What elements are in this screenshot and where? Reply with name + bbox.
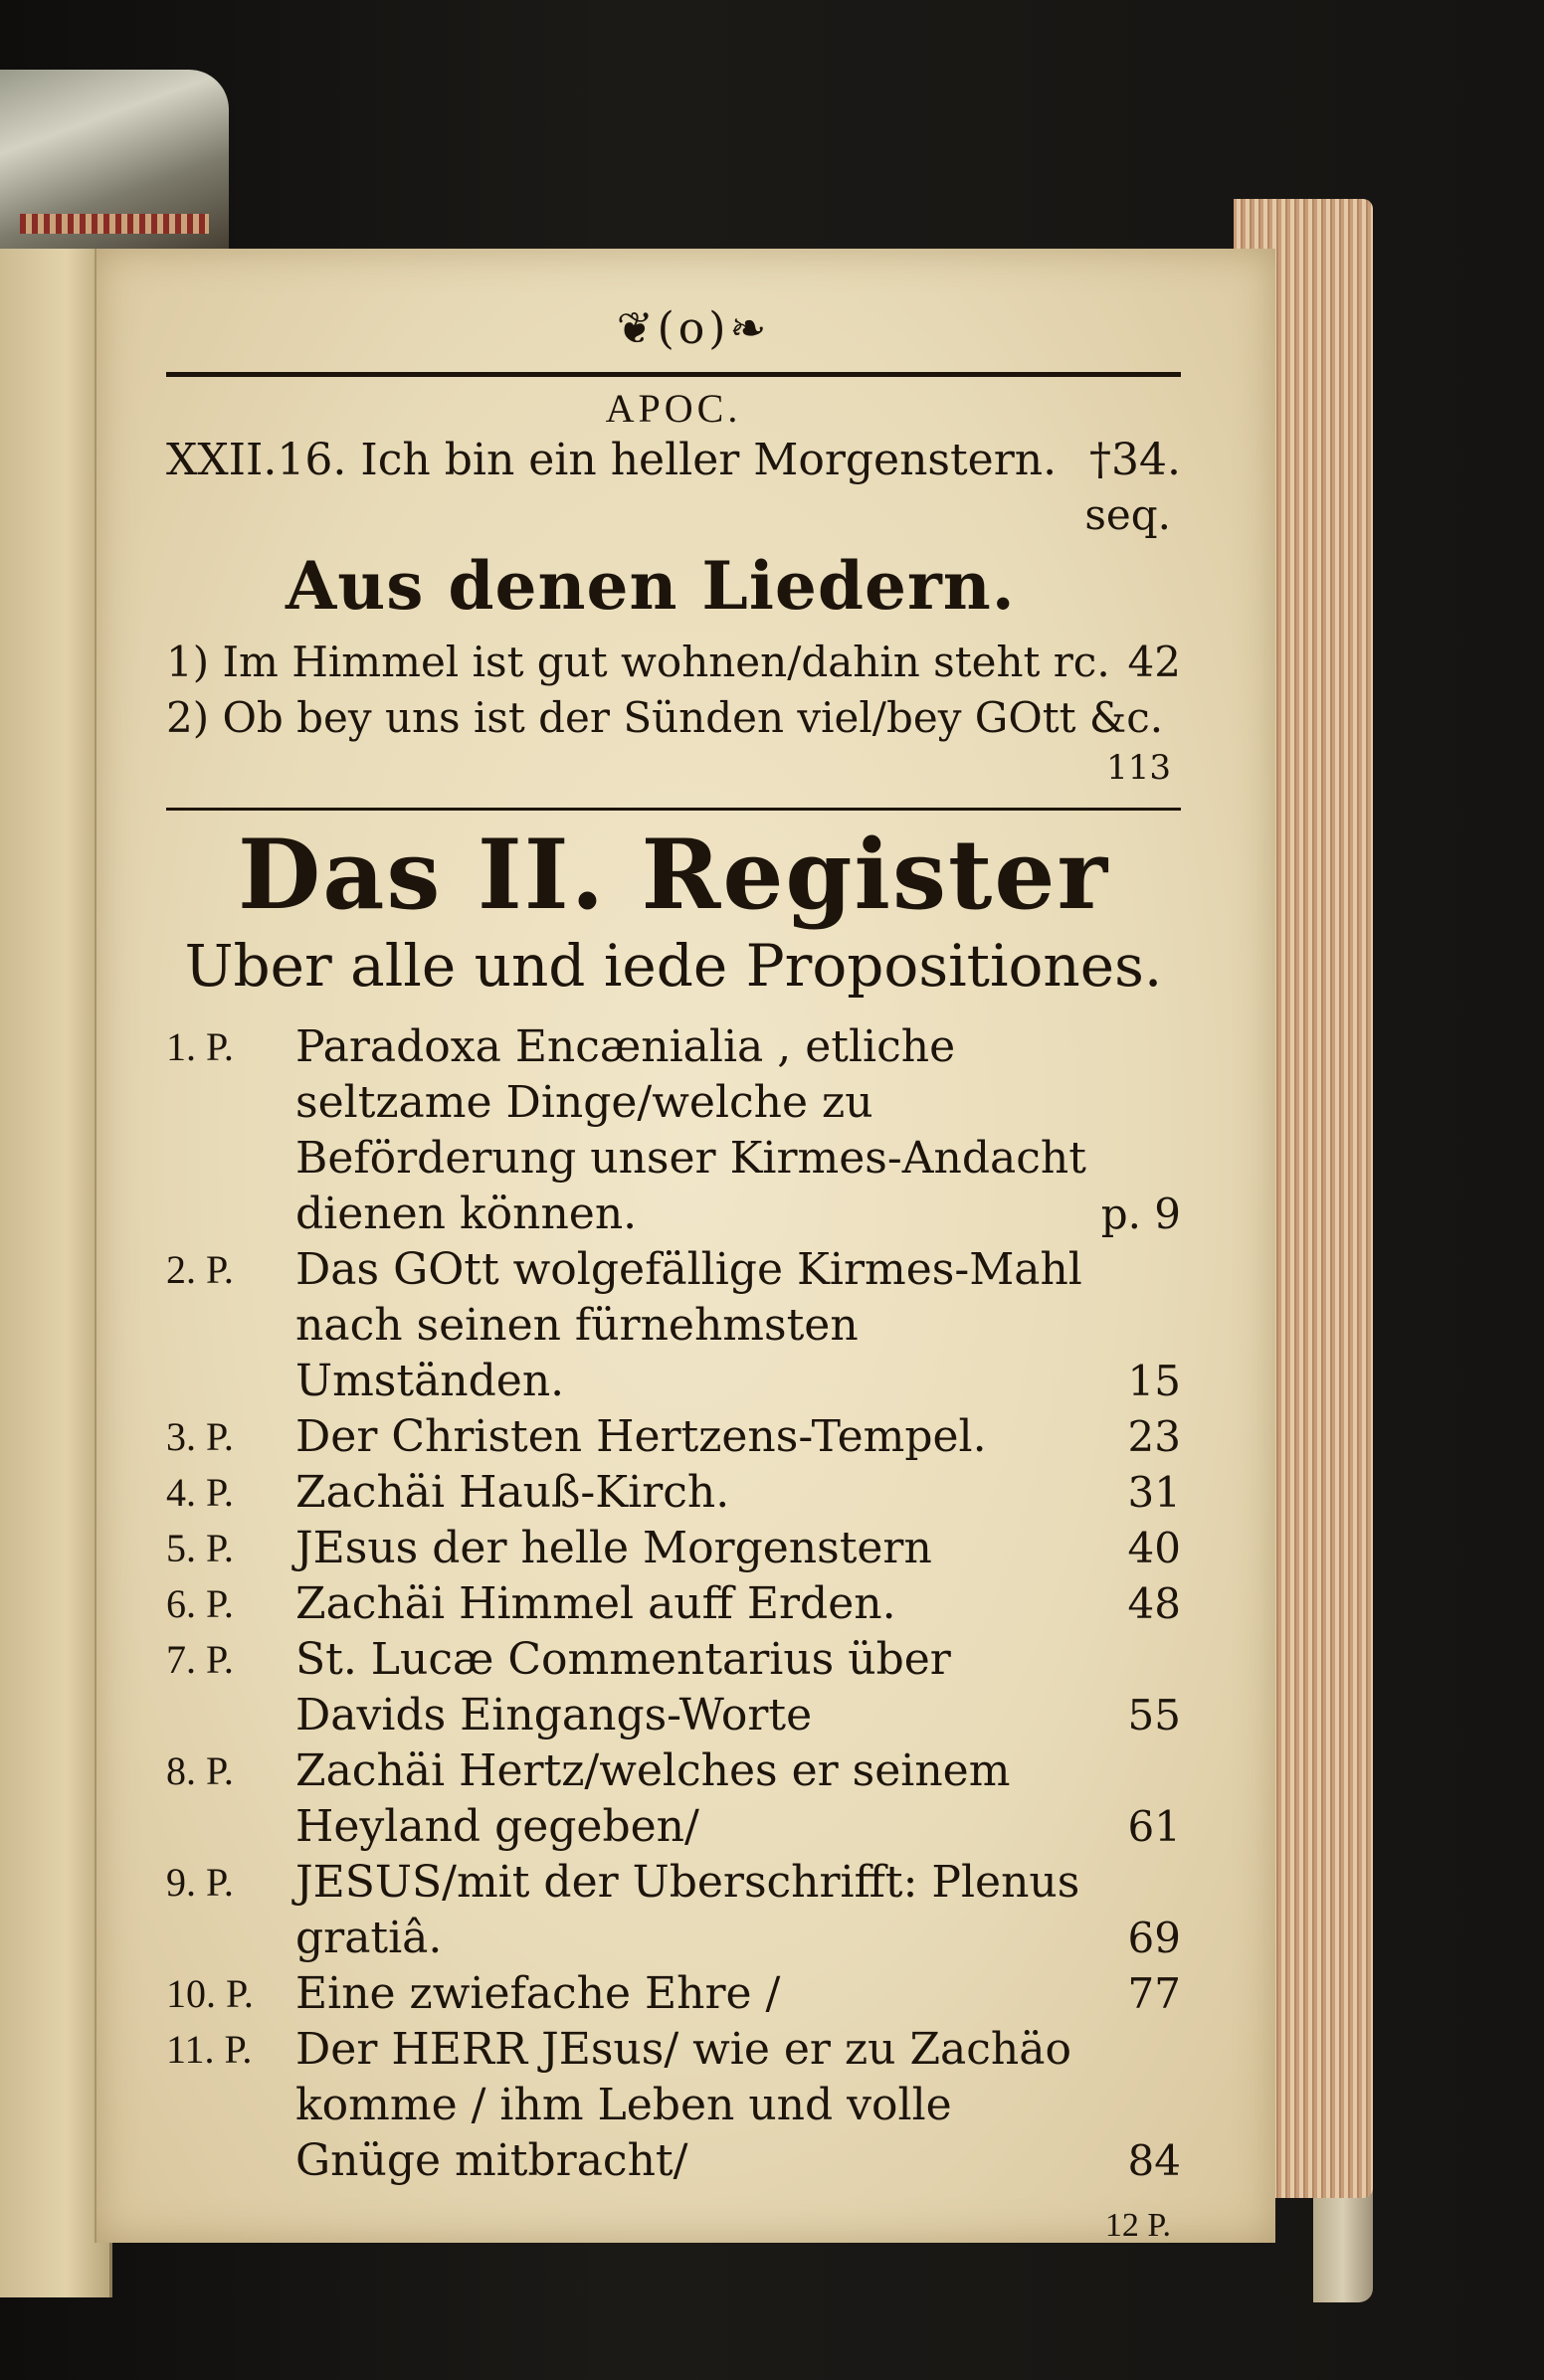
hymn-item bbox=[166, 635, 1181, 690]
entry-text: JEsus der helle Morgenstern bbox=[295, 1523, 932, 1573]
headband bbox=[20, 214, 209, 234]
scripture-text: XXII.16. Ich bin ein heller Morgenstern. bbox=[166, 435, 1058, 485]
hymn-page: 42 bbox=[1127, 638, 1181, 686]
entry-number: 8. P. bbox=[166, 1748, 234, 1793]
register-entry bbox=[166, 1465, 1181, 1521]
entry-number: 11. P. bbox=[166, 2027, 253, 2072]
entry-page: p. 9 bbox=[1100, 1190, 1181, 1238]
page-content bbox=[166, 303, 1181, 2245]
entry-page: 48 bbox=[1127, 1579, 1181, 1628]
entry-page: 84 bbox=[1127, 2136, 1181, 2185]
register-entry bbox=[166, 1019, 1181, 1242]
register-entry bbox=[166, 1409, 1181, 1465]
entry-page: 69 bbox=[1127, 1914, 1181, 1962]
entry-text: St. Lucæ Commentarius über Davids Eingangs-Worte bbox=[295, 1634, 951, 1740]
entry-number: 10. P. bbox=[166, 1971, 254, 2016]
entry-text: Der HERR JEsus/ wie er zu Zachäo komme / ihm Leben und volle Gnüge mitbracht/ bbox=[295, 2024, 1071, 2186]
entry-page: 77 bbox=[1127, 1969, 1181, 2018]
register-entry bbox=[166, 1521, 1181, 1576]
entry-page: 55 bbox=[1127, 1691, 1181, 1739]
catchword: 12 P. bbox=[1104, 2207, 1171, 2244]
entry-number: 1. P. bbox=[166, 1024, 234, 1069]
register-entry bbox=[166, 1966, 1181, 2022]
hymn-page: 113 bbox=[1106, 748, 1171, 788]
entry-page: 31 bbox=[1127, 1468, 1181, 1517]
entry-text: Zachäi Hertz/welches er seinem Heyland gegeben/ bbox=[295, 1745, 1011, 1852]
entry-number: 9. P. bbox=[166, 1860, 234, 1905]
entry-number: 7. P. bbox=[166, 1637, 234, 1682]
entry-text: Paradoxa Encænialia , etliche seltzame Dinge/welche zu Beförderung unser Kirmes-Andacht dienen können. bbox=[295, 1021, 1086, 1239]
entry-text: Eine zwiefache Ehre / bbox=[295, 1968, 781, 2019]
register-entry bbox=[166, 1743, 1181, 1855]
entry-page: 15 bbox=[1127, 1357, 1181, 1405]
register-entry bbox=[166, 2022, 1181, 2189]
apoc-label: APOC. bbox=[605, 386, 742, 431]
entry-number: 2. P. bbox=[166, 1247, 234, 1292]
hymn-text: 2) Ob bey uns ist der Sünden viel/bey GOtt &c. bbox=[166, 693, 1164, 742]
section-rule bbox=[166, 808, 1181, 811]
register-title: Das II. Register bbox=[237, 819, 1110, 931]
entry-number: 3. P. bbox=[166, 1414, 234, 1459]
register-subtitle: Uber alle und iede Propositiones. bbox=[184, 932, 1163, 1000]
scripture-reference bbox=[166, 432, 1181, 489]
header-ornament: ❦(o)❧ bbox=[616, 303, 771, 354]
entry-text: Zachäi Hauß-Kirch. bbox=[295, 1467, 730, 1518]
register-entry bbox=[166, 1632, 1181, 1743]
scripture-seq: seq. bbox=[1084, 490, 1171, 539]
book-binding bbox=[0, 70, 229, 269]
entry-text: Das GOtt wolgefällige Kirmes-Mahl nach seinen fürnehmsten Umständen. bbox=[295, 1244, 1082, 1406]
entry-number: 4. P. bbox=[166, 1470, 234, 1515]
entry-text: Zachäi Himmel auff Erden. bbox=[295, 1578, 896, 1629]
entry-number: 5. P. bbox=[166, 1526, 234, 1570]
entry-text: JESUS/mit der Uberschrifft: Plenus gratiâ. bbox=[295, 1857, 1080, 1963]
entry-page: 40 bbox=[1127, 1524, 1181, 1572]
book-page bbox=[95, 249, 1275, 2243]
hymn-item bbox=[166, 690, 1181, 746]
entry-text: Der Christen Hertzens-Tempel. bbox=[295, 1411, 987, 1462]
hymns-heading: Aus denen Liedern. bbox=[286, 547, 1016, 625]
register-entry bbox=[166, 1855, 1181, 1966]
entry-page: 23 bbox=[1127, 1412, 1181, 1461]
entry-page: 61 bbox=[1127, 1802, 1181, 1851]
scripture-page: †34. bbox=[1089, 435, 1181, 485]
hymn-text: 1) Im Himmel ist gut wohnen/dahin steht rc. bbox=[166, 638, 1110, 686]
register-entry bbox=[166, 1242, 1181, 1409]
entry-number: 6. P. bbox=[166, 1581, 234, 1626]
header-rule bbox=[166, 372, 1181, 377]
register-entry bbox=[166, 1576, 1181, 1632]
